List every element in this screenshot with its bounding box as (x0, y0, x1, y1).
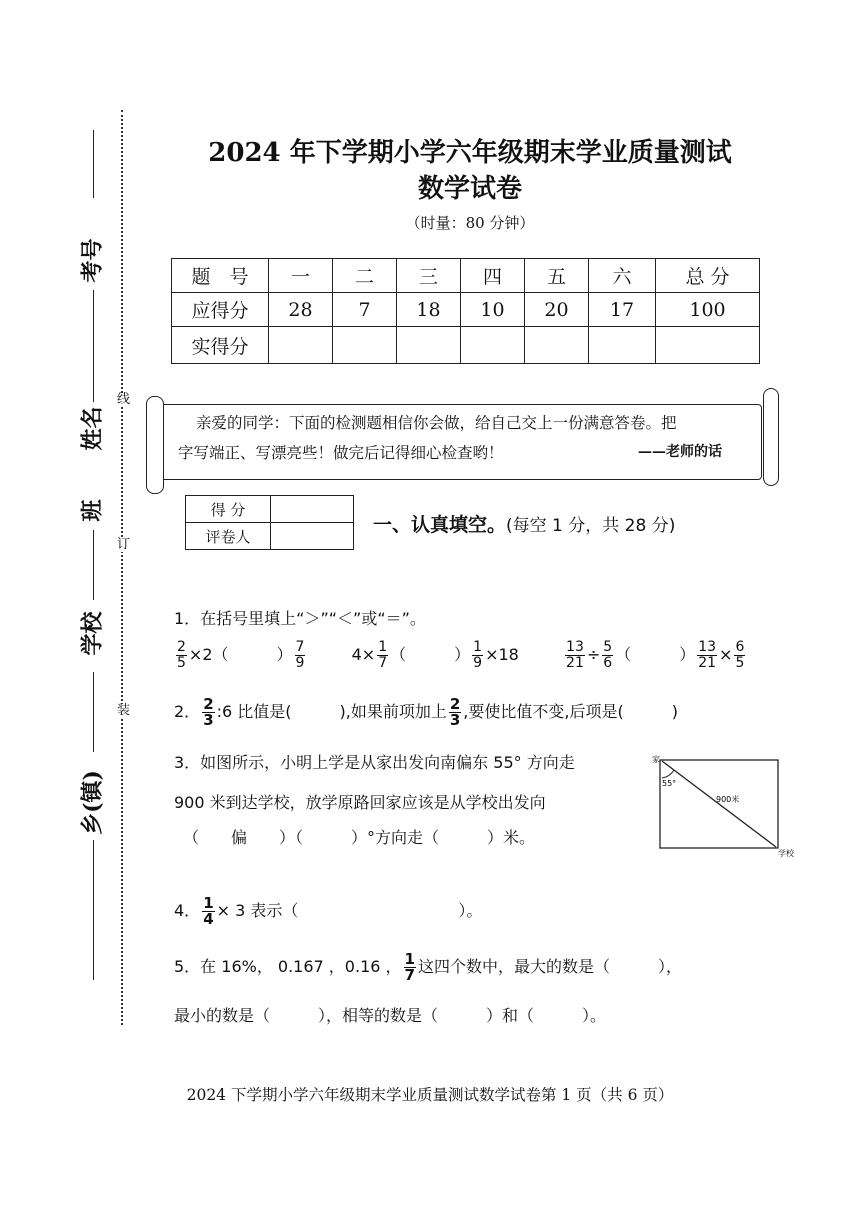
q4-blank[interactable]: × 3 表示（ ）。 (216, 901, 483, 920)
scroll-left-roll (146, 396, 164, 494)
binding-dotted-line (121, 110, 123, 1025)
figure-home: 家 (652, 755, 660, 764)
name-label: 姓名 (79, 406, 106, 451)
fraction: $\frac{2}{3}$ (449, 695, 461, 729)
q1a-blank[interactable]: ×2（ ） (188, 645, 293, 664)
figure-angle: 55° (662, 779, 677, 788)
q3-figure (650, 752, 810, 862)
exam-no-label: 考号 (79, 238, 106, 283)
table-row (172, 327, 760, 364)
score-header-cell: 题 号 (172, 259, 269, 293)
score-header-cell: 六 (589, 259, 656, 293)
score-header-cell: 二 (333, 259, 397, 293)
q1c-op2: × (719, 645, 733, 664)
actual-cell[interactable] (656, 327, 760, 364)
q2-line: 2． $\frac{2}{3}$ :6 比值是( ),如果前项加上 $\frac{2}{3}$ ,要使比值不变,后项是( ) (174, 695, 678, 729)
fraction: $\frac{1}{4}$ (203, 894, 214, 928)
binding-mark-xian: 线 (117, 392, 131, 407)
q1c-op: ÷ (586, 645, 601, 664)
q3-line-1: 3．如图所示，小明上学是从家出发向南偏东 55° 方向走 (174, 753, 575, 772)
banner-line-2: 字写端正、写漂亮些！做完后记得细心检查哟！ (178, 444, 504, 462)
fraction: $\frac{7}{9}$ (295, 639, 305, 671)
q1b-blank[interactable]: （ ） (390, 645, 471, 664)
score-header-cell: 三 (397, 259, 461, 293)
section-1-note: (每空 1 分，共 28 分) (506, 516, 676, 536)
q1-text: 1．在括号里填上“＞”“＜”或“＝”。 (174, 609, 426, 628)
fraction: $\frac{1}{9}$ (473, 639, 483, 671)
actual-cell[interactable] (589, 327, 656, 364)
expected-cell: 28 (269, 293, 333, 327)
q1-items (174, 640, 747, 671)
fraction: $\frac{5}{6}$ (603, 639, 613, 671)
school-line (93, 672, 94, 752)
township-label: 乡(镇) (79, 770, 106, 835)
fraction: $\frac{1}{7}$ (404, 950, 415, 984)
banner-signature: ——老师的话 (638, 444, 722, 460)
expected-cell: 10 (461, 293, 525, 327)
class-line (93, 530, 94, 600)
binding-mark-zhuang: 装 (117, 703, 131, 718)
actual-label: 实得分 (172, 327, 269, 364)
expected-cell: 100 (656, 293, 760, 327)
township-line (93, 840, 94, 980)
table-row (186, 523, 354, 550)
scroll-right-roll (763, 388, 779, 486)
actual-cell[interactable] (525, 327, 589, 364)
score-table (171, 258, 760, 364)
expected-cell: 18 (397, 293, 461, 327)
q1b-tail: ×18 (485, 645, 519, 664)
grader-table (185, 495, 354, 550)
fraction: $\frac{13}{21}$ (698, 639, 717, 671)
name-line (93, 290, 94, 402)
fraction: $\frac{2}{5}$ (177, 639, 186, 671)
teacher-note-banner (150, 396, 775, 486)
table-row (172, 259, 760, 293)
q3-line-3[interactable]: （ 偏 ）（ ）°方向走（ ）米。 (183, 828, 536, 847)
q3-line-2: 900 米到达学校，放学原路回家应该是从学校出发向 (174, 793, 546, 812)
section-1-title: 一、认真填空。 (373, 514, 507, 536)
q5-line-2[interactable]: 最小的数是（ ），相等的数是（ ）和（ ）。 (174, 1006, 607, 1025)
actual-cell[interactable] (461, 327, 525, 364)
class-label: 班 (79, 499, 106, 522)
grader-label: 评卷人 (186, 523, 271, 550)
exam-subtitle: 数学试卷 (417, 174, 522, 204)
section-1-heading (373, 510, 675, 537)
score-header-cell: 四 (461, 259, 525, 293)
expected-cell: 7 (333, 293, 397, 327)
fraction: $\frac{6}{5}$ (735, 639, 745, 671)
school-label: 学校 (79, 611, 106, 656)
q2-tail[interactable]: ,要使比值不变,后项是( ) (463, 702, 678, 721)
q1b-head: 4× (351, 645, 376, 664)
q5-blank-1[interactable]: 这四个数中，最大的数是（ ）， (417, 957, 682, 976)
fraction: $\frac{2}{3}$ (203, 695, 214, 729)
expected-cell: 17 (589, 293, 656, 327)
grader-cell[interactable] (271, 523, 354, 550)
binding-mark-ding: 订 (117, 537, 131, 552)
score-header-cell: 一 (269, 259, 333, 293)
page-footer: 2024 下学期小学六年级期末学业质量测试数学试卷第 1 页（共 6 页） (186, 1086, 674, 1104)
table-row (172, 293, 760, 327)
fraction: $\frac{13}{21}$ (566, 639, 584, 671)
grade-score-label: 得 分 (186, 496, 271, 523)
exam-title: 2024 年下学期小学六年级期末学业质量测试 (208, 138, 732, 168)
route-line (662, 761, 776, 847)
angle-arc (662, 770, 674, 778)
table-row (186, 496, 354, 523)
q5-line-1: 5．在 16%， 0.167 ，0.16 ， $\frac{1}{7}$ 这四个数中，最大的数是（ ）， (174, 950, 682, 984)
actual-cell[interactable] (269, 327, 333, 364)
q4-line: 4． $\frac{1}{4}$ × 3 表示（ ）。 (174, 894, 483, 928)
exam-duration: （时量：80 分钟） (405, 214, 535, 232)
expected-cell: 20 (525, 293, 589, 327)
q2-mid[interactable]: :6 比值是( ),如果前项加上 (216, 702, 447, 721)
figure-distance: 900米 (716, 795, 740, 804)
score-header-cell: 总 分 (656, 259, 760, 293)
q1c-blank[interactable]: （ ） (615, 645, 696, 664)
fraction: $\frac{1}{7}$ (378, 639, 388, 671)
grade-score-cell[interactable] (271, 496, 354, 523)
figure-school: 学校 (778, 849, 794, 858)
actual-cell[interactable] (397, 327, 461, 364)
expected-label: 应得分 (172, 293, 269, 327)
actual-cell[interactable] (333, 327, 397, 364)
banner-line-1: 亲爱的同学：下面的检测题相信你会做，给自己交上一份满意答卷。把 (196, 414, 677, 432)
score-header-cell: 五 (525, 259, 589, 293)
